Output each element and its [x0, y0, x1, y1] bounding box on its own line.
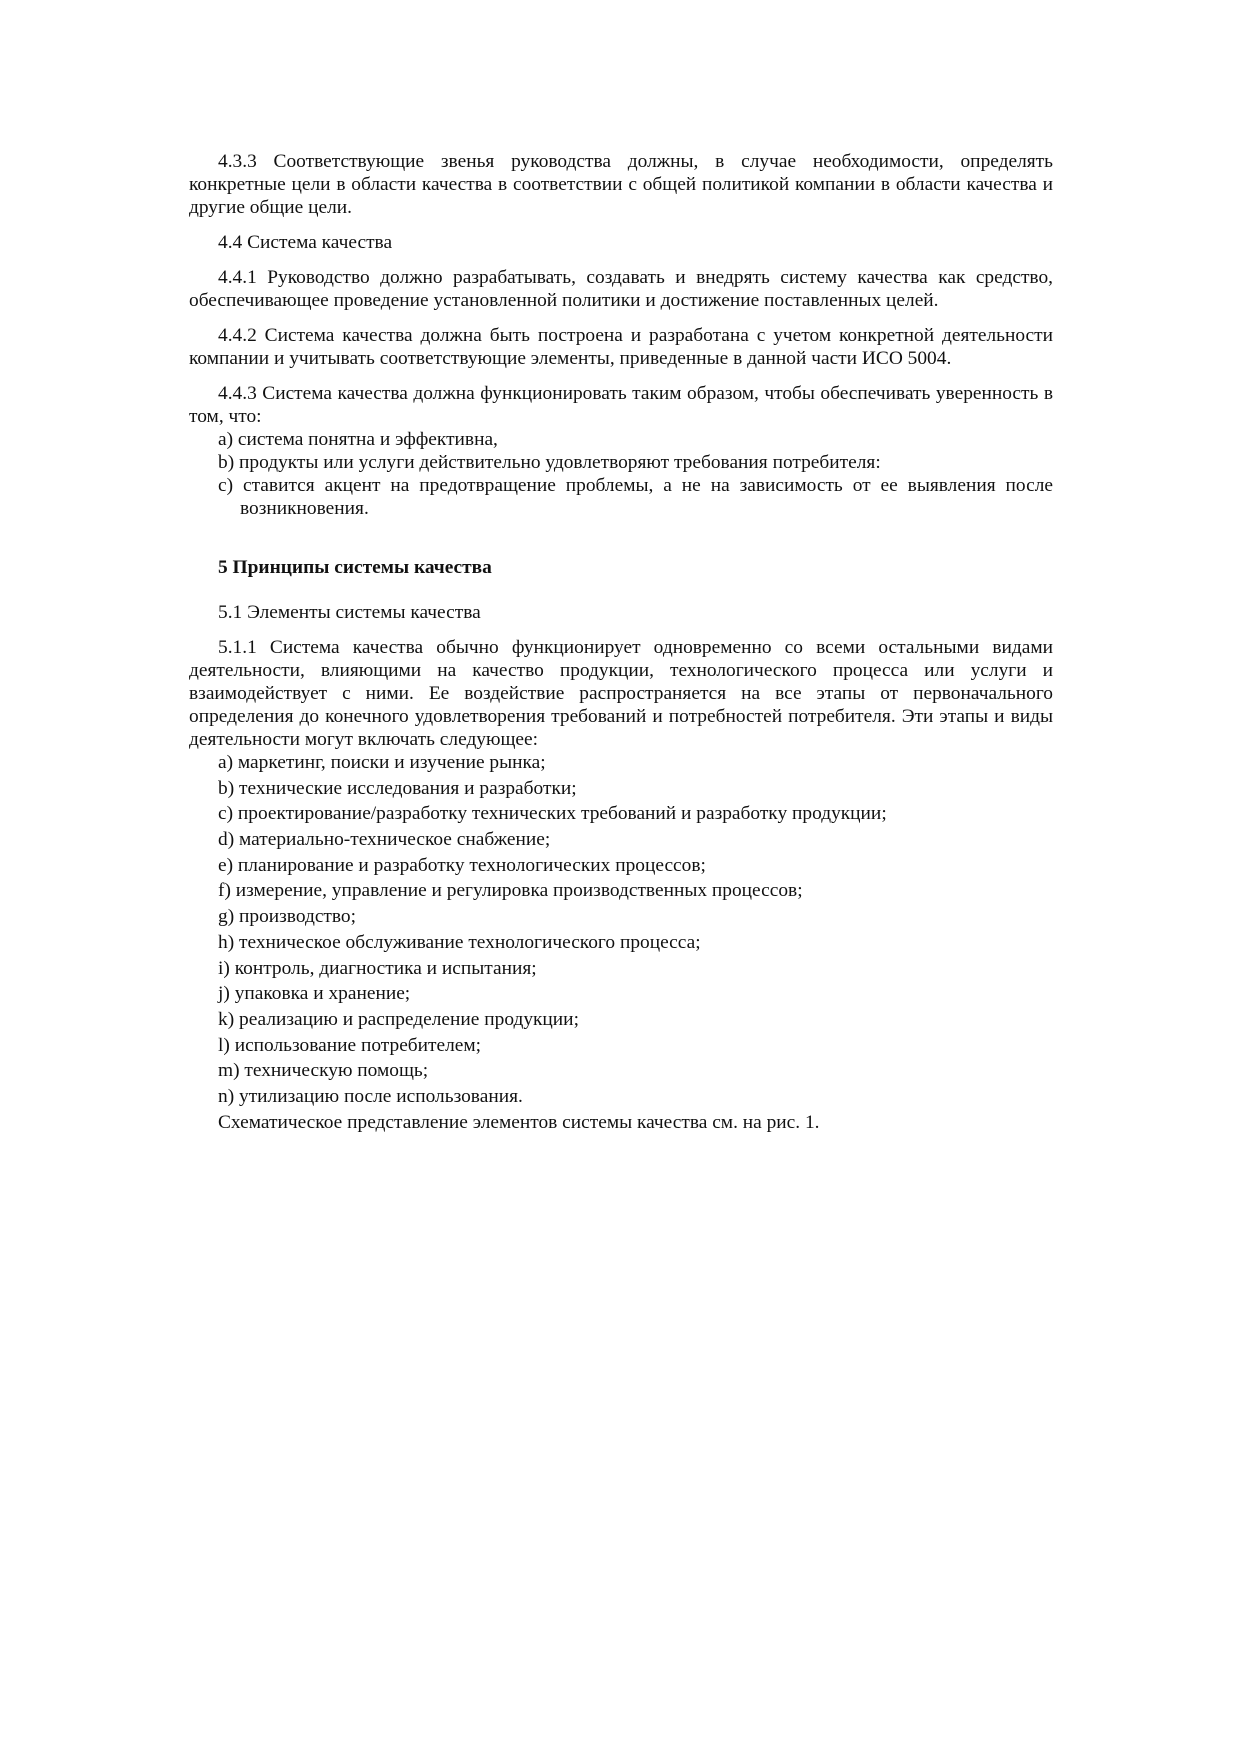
heading-4-4: 4.4 Система качества: [218, 232, 393, 253]
list-item: f) измерение, управление и регулировка производственных процессов;: [218, 880, 803, 902]
list-item: i) контроль, диагностика и испытания;: [218, 957, 537, 979]
list-item: h) техническое обслуживание технологического процесса;: [218, 931, 701, 953]
heading-5-1: 5.1 Элементы системы качества: [218, 602, 481, 623]
list-item: b) продукты или услуги действительно удовлетворяют требования потребителя:: [218, 452, 881, 473]
list-item: j) упаковка и хранение;: [218, 983, 411, 1005]
closing-note: Схематическое представление элементов системы качества см. на рис. 1.: [218, 1111, 820, 1133]
list-item: c) проектирование/разработку технических требований и разработку продукции;: [218, 803, 887, 825]
paragraph-4-4-3: 4.4.3 Система качества должна функционировать таким образом, чтобы обеспечивать уверенность в том, что:: [189, 383, 1053, 427]
list-item: c) ставится акцент на предотвращение проблемы, а не на зависимость от ее выявления после возникновения.: [218, 475, 1053, 519]
list-4-4-3: [189, 428, 1053, 520]
paragraph-4-3-3: 4.3.3 Соответствующие звенья руководства должны, в случае необходимости, определять конкретные цели в области качества в соответствии с общей политикой компании в области качества и другие общие цели.: [189, 151, 1053, 218]
list-item: g) производство;: [218, 906, 357, 928]
list-item: b) технические исследования и разработки;: [218, 777, 577, 799]
list-item: k) реализацию и распределение продукции;: [218, 1008, 579, 1030]
paragraph-4-4-1: 4.4.1 Руководство должно разрабатывать, создавать и внедрять систему качества как средство, обеспечивающее проведение установленной политики и достижение поставленных целей.: [189, 267, 1053, 311]
list-item: n) утилизацию после использования.: [218, 1085, 523, 1107]
list-item: m) техническую помощь;: [218, 1060, 429, 1082]
list-item: e) планирование и разработку технологических процессов;: [218, 854, 706, 876]
list-item: a) маркетинг, поиски и изучение рынка;: [218, 752, 546, 773]
document-page: [189, 150, 1053, 1134]
heading-section-5: 5 Принципы системы качества: [218, 557, 492, 578]
list-item: l) использование потребителем;: [218, 1034, 482, 1056]
paragraph-5-1-1: 5.1.1 Система качества обычно функционирует одновременно со всеми остальными видами деятельности, влияющими на качество продукции, технологического процесса или услуги и взаимодействует с ними. Ее воздействие распространяется на все этапы от первоначального определения до конечного удовлетворения требований и потребностей потребителя. Эти этапы и виды деятельности могут включать следующее:: [189, 637, 1053, 750]
paragraph-4-4-2: 4.4.2 Система качества должна быть построена и разработана с учетом конкретной деятельности компании и учитывать соответствующие элементы, приведенные в данной части ИСО 5004.: [189, 325, 1053, 369]
list-item: d) материально-техническое снабжение;: [218, 829, 551, 851]
list-5-1-1: [189, 751, 1053, 1108]
list-item: a) система понятна и эффективна,: [218, 429, 498, 450]
